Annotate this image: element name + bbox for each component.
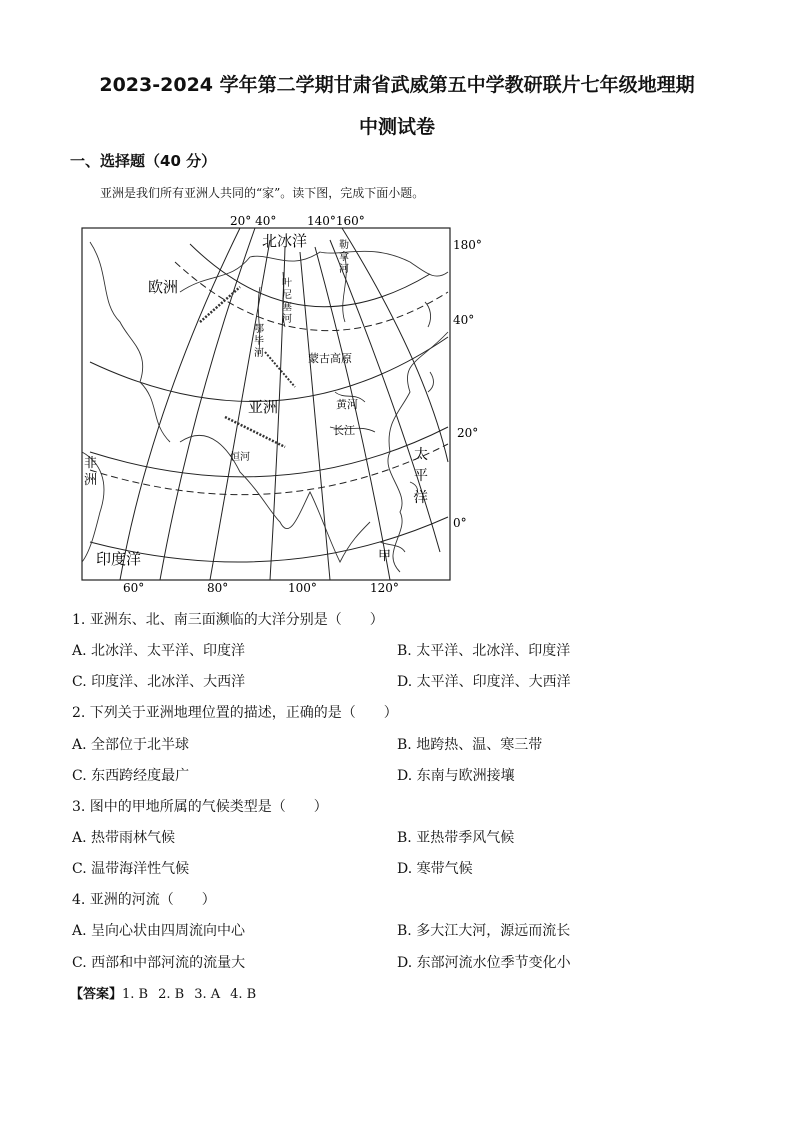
question-3-option-a[interactable]: A. 热带雨林气候: [72, 830, 176, 846]
question-4-option-b[interactable]: B. 多大江大河，源远而流长: [397, 923, 571, 939]
ural-mountains: [200, 287, 240, 322]
lat-arc-arctic: [175, 262, 448, 331]
question-3-option-b[interactable]: B. 亚热带季风气候: [397, 830, 515, 846]
title-line-1: 2023-2024 学年第二学期甘肃省武威第五中学教研联片七年级地理期: [99, 74, 695, 96]
right-label-0: 0°: [453, 516, 467, 530]
intro-text: 亚洲是我们所有亚洲人共同的“家”。读下图，完成下面小题。: [100, 186, 425, 200]
question-4-stem: 4. 亚洲的河流（ ）: [72, 892, 216, 908]
meridian-20: [120, 228, 240, 580]
question-1-option-d[interactable]: D. 太平洋、印度洋、大西洋: [397, 674, 571, 690]
question-3-option-d[interactable]: D. 寒带气候: [397, 861, 473, 877]
lat-arc-0: [90, 517, 448, 562]
bottom-label-60: 60°: [123, 581, 145, 595]
answer-item-4: 4. B: [230, 987, 257, 1002]
label-arctic-ocean: 北冰洋: [262, 232, 308, 250]
label-indian-ocean: 印度洋: [96, 550, 142, 568]
label-lena-2: 拿: [339, 252, 349, 263]
question-2-option-b[interactable]: B. 地跨热、温、寒三带: [397, 737, 543, 753]
asia-map: [80, 212, 482, 595]
label-yenisei-4: 河: [282, 314, 292, 325]
answer-item-3: 3. A: [194, 987, 221, 1002]
top-label-140-160: 140°160°: [307, 214, 365, 228]
meridian-100: [300, 252, 330, 580]
label-lena-1: 勒: [339, 240, 349, 251]
label-yenisei-2: 尼: [282, 290, 292, 301]
label-ganges: 恒河: [230, 452, 250, 463]
question-1-option-c[interactable]: C. 印度洋、北冰洋、大西洋: [72, 674, 246, 690]
question-4-option-c[interactable]: C. 西部和中部河流的流量大: [72, 955, 246, 971]
label-pacific-1: 太: [414, 447, 428, 463]
lat-arc-60: [190, 244, 430, 307]
label-yenisei-3: 塞: [282, 302, 292, 313]
label-mongolia-plateau: 蒙古高原: [308, 352, 352, 365]
answer-line: [70, 983, 256, 1002]
question-2-option-a[interactable]: A. 全部位于北半球: [72, 737, 190, 753]
question-2-option-c[interactable]: C. 东西跨经度最广: [72, 768, 190, 784]
lat-arc-tropic: [90, 444, 448, 495]
question-2-stem: 2. 下列关于亚洲地理位置的描述，正确的是（ ）: [72, 705, 398, 721]
question-4-option-a[interactable]: A. 呈向心状由四周流向中心: [72, 923, 246, 939]
islands-east: [380, 302, 434, 552]
answer-item-2: 2. B: [158, 987, 185, 1002]
bottom-label-120: 120°: [370, 581, 399, 595]
label-yellow-river: 黄河: [336, 398, 358, 411]
label-asia: 亚洲: [248, 398, 279, 416]
question-1-option-b[interactable]: B. 太平洋、北冰洋、印度洋: [397, 643, 571, 659]
question-3-stem: 3. 图中的甲地所属的气候类型是（ ）: [72, 799, 328, 815]
right-label-180: 180°: [453, 238, 482, 252]
label-pacific-2: 平: [414, 468, 428, 484]
question-2-option-d[interactable]: D. 东南与欧洲接壤: [397, 768, 515, 784]
question-1-option-a[interactable]: A. 北冰洋、太平洋、印度洋: [72, 643, 246, 659]
label-lena-3: 河: [339, 264, 349, 275]
question-4-option-d[interactable]: D. 东部河流水位季节变化小: [397, 955, 571, 971]
lat-arc-40: [90, 337, 448, 402]
coastline-west: [90, 242, 170, 442]
label-ob-1: 鄂: [254, 324, 264, 335]
answer-item-1: 1. B: [122, 987, 149, 1002]
label-pacific-3: 洋: [414, 490, 428, 506]
title-line-2: 中测试卷: [358, 116, 435, 138]
bottom-label-100: 100°: [288, 581, 317, 595]
lat-arc-20: [90, 427, 448, 477]
label-yangtze-river: 长江: [333, 424, 355, 437]
right-label-20: 20°: [457, 426, 479, 440]
label-africa-2: 洲: [84, 473, 98, 488]
meridian-160: [342, 228, 448, 462]
section-heading: 一、选择题（40 分）: [70, 152, 217, 170]
answer-tag: 【答案】: [70, 987, 123, 1002]
top-label-20-40: 20° 40°: [230, 214, 277, 228]
label-ob-3: 河: [254, 348, 264, 359]
label-africa-1: 非: [84, 456, 98, 471]
question-3-option-c[interactable]: C. 温带海洋性气候: [72, 861, 190, 877]
right-label-40: 40°: [453, 313, 475, 327]
bottom-label-80: 80°: [207, 581, 229, 595]
label-europe: 欧洲: [148, 278, 179, 296]
label-jia: 甲: [378, 549, 392, 564]
label-yenisei-1: 叶: [282, 278, 292, 289]
question-1-stem: 1. 亚洲东、北、南三面濒临的大洋分别是（ ）: [72, 612, 384, 628]
label-ob-2: 毕: [254, 336, 264, 347]
